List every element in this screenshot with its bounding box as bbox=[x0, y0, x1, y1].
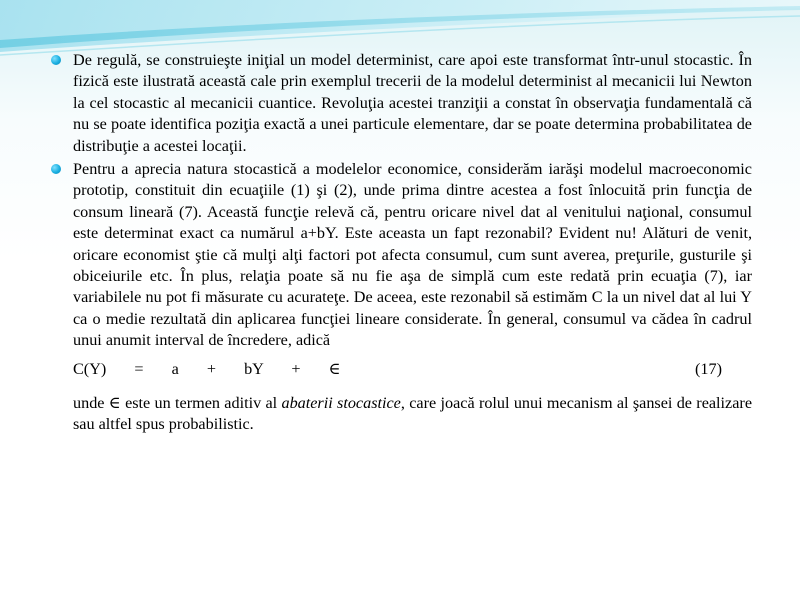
bullet-text-1: De regulă, se construieşte iniţial un model determinist, care apoi este transformat într-unul stocastic. În fizică este ilustrată această cale prin exemplul trecerii de la modelul determinist al mecanicii lui Newton la cel stocastic al mecanicii cuantice. Revoluţia acestei tranziţii a constat în observaţia fundamentală că nu se poate identifica poziţia exactă a unei particule elementare, dar se poate determina probabilitatea de distribuţie a acestei locaţii. bbox=[73, 51, 752, 155]
bullet-text-2: Pentru a aprecia natura stocastică a modelelor economice, considerăm iarăşi modelul macroeconomic prototip, constituit din ecuaţiile (1) şi (2), unde prima dintre acestea a fost înlocuită prin funcţia de consum lineară (7). Această funcţie relevă că, pentru oricare nivel dat al venitului naţional, consumul este determinat exact ca numărul a+bY. Este aceasta un fapt rezonabil? Evident nu! Alături de venit, oricare economist ştie că mulţi alţi factori pot afecta consumul, cum sunt averea, preţurile, gusturile şi obiceiurile etc. În plus, relaţia poate să nu fie aşa de simplă cum este redată prin ecuaţia (7), iar variabilele nu pot fi măsurate cu acurateţe. De aceea, este rezonabil să estimăm C la un nivel dat al lui Y ca o medie rezultată din aplicarea funcţiei lineare considerate. În general, consumul va cădea în cadrul unui anumit interval de încredere, adică bbox=[73, 160, 752, 350]
formula-explanation bbox=[73, 393, 752, 436]
bullet-paragraph-2 bbox=[50, 159, 752, 352]
formula-expression: C(Y) = a + bY + ∈ bbox=[73, 359, 341, 378]
note-before: unde ∈ este un termen aditiv al bbox=[73, 393, 282, 412]
slide-content bbox=[50, 50, 752, 452]
note-after: , care joacă rolul unui mecanism al şansei de realizare sau altfel spus probabilistic. bbox=[73, 393, 752, 434]
bullet-dot-icon bbox=[51, 164, 61, 174]
bullet-dot-icon bbox=[51, 55, 61, 65]
bullet-paragraph-1 bbox=[50, 50, 752, 157]
formula-number: (17) bbox=[695, 359, 722, 378]
note-emphasis: abaterii stocastice bbox=[281, 393, 401, 412]
formula-line bbox=[73, 358, 752, 380]
